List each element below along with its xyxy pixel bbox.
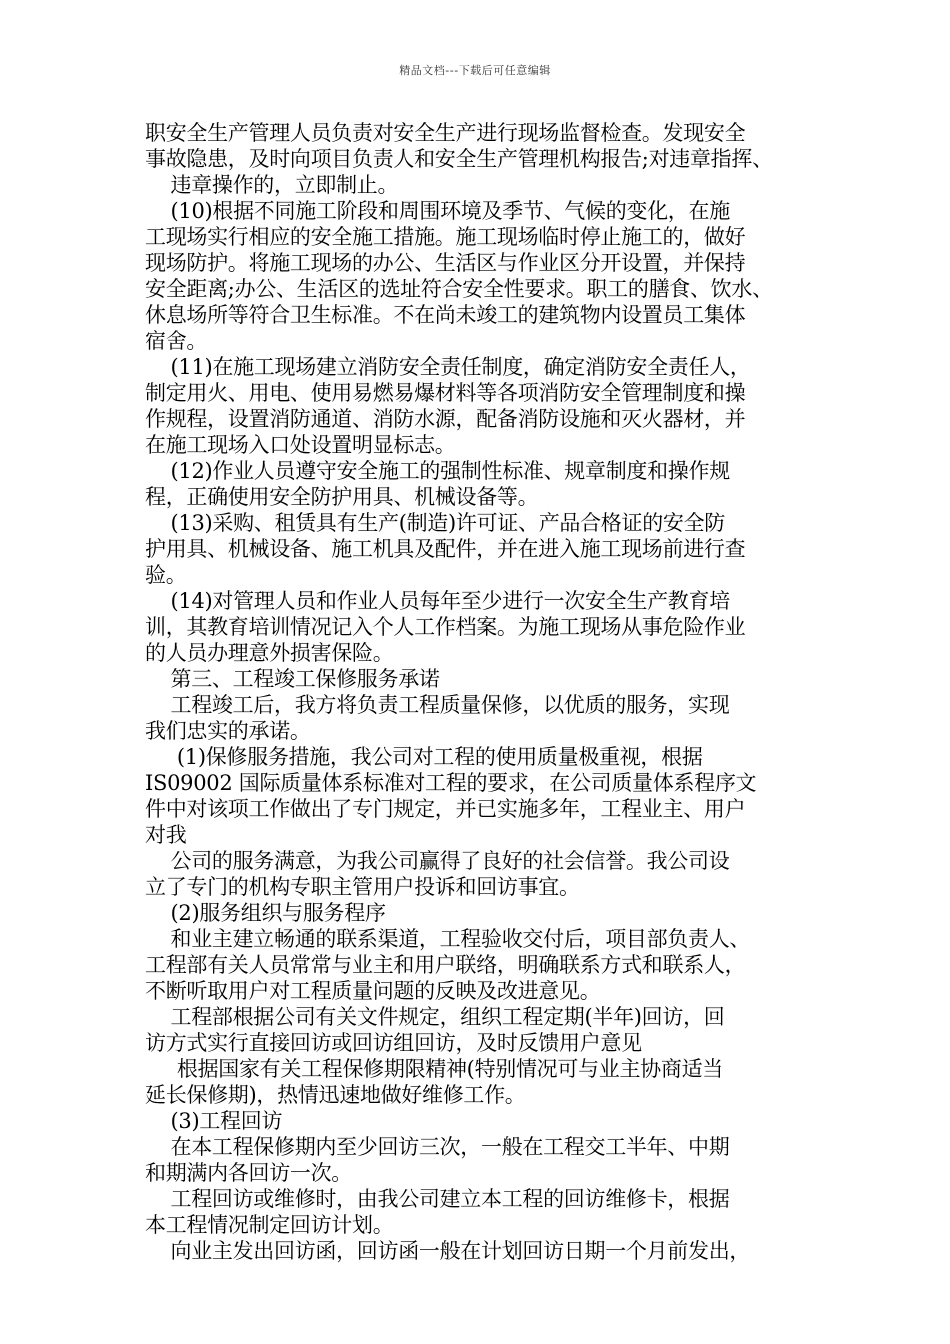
text-line: 护用具、机械设备、施工机具及配件，并在进入施工现场前进行查 xyxy=(145,537,746,561)
text-line: (14)对管理人员和作业人员每年至少进行一次安全生产教育培 xyxy=(145,589,730,613)
text-line: 对我 xyxy=(145,823,187,847)
text-line: IS09002 国际质量体系标准对工程的要求，在公司质量体系程序文 xyxy=(145,771,757,795)
text-line: 制定用火、用电、使用易燃易爆材料等各项消防安全管理制度和操 xyxy=(145,381,746,405)
text-line: 本工程情况制定回访计划。 xyxy=(145,1213,394,1237)
text-line: (13)采购、租赁具有生产(制造)许可证、产品合格证的安全防 xyxy=(145,511,725,535)
text-line: 休息场所等符合卫生标准。不在尚未竣工的建筑物内设置员工集体 xyxy=(145,303,746,327)
text-line: 工程回访或维修时，由我公司建立本工程的回访维修卡，根据 xyxy=(145,1187,730,1211)
text-line: 违章操作的，立即制止。 xyxy=(145,173,399,197)
text-line: 验。 xyxy=(145,563,187,587)
text-line: 现场防护。将施工现场的办公、生活区与作业区分开设置，并保持 xyxy=(145,251,746,275)
text-line: 件中对该项工作做出了专门规定，并已实施多年，工程业主、用户 xyxy=(145,797,746,821)
text-line: 在施工现场入口处设置明显标志。 xyxy=(145,433,456,457)
text-line: 我们忠实的承诺。 xyxy=(145,719,311,743)
text-line: 根据国家有关工程保修期限精神(特别情况可与业主协商适当 xyxy=(145,1057,723,1081)
text-line: 向业主发出回访函，回访函一般在计划回访日期一个月前发出， xyxy=(145,1239,751,1263)
subsection-heading: (2)服务组织与服务程序 xyxy=(145,901,386,925)
text-line: 工程竣工后，我方将负责工程质量保修，以优质的服务，实现 xyxy=(145,693,730,717)
text-line: 职安全生产管理人员负责对安全生产进行现场监督检查。发现安全 xyxy=(145,121,746,145)
text-line: 工程部根据公司有关文件规定，组织工程定期(半年)回访，回 xyxy=(145,1005,725,1029)
text-line: 访方式实行直接回访或回访组回访，及时反馈用户意见 xyxy=(145,1031,642,1055)
text-line: 在本工程保修期内至少回访三次，一般在工程交工半年、中期 xyxy=(145,1135,730,1159)
text-line: (1)保修服务措施，我公司对工程的使用质量极重视，根据 xyxy=(145,745,703,769)
text-line: 不断听取用户对工程质量问题的反映及改进意见。 xyxy=(145,979,601,1003)
page-header: 精品文档---下载后可任意编辑 xyxy=(399,64,551,77)
text-line: 公司的服务满意，为我公司赢得了良好的社会信誉。我公司设 xyxy=(145,849,730,873)
section-heading: 第三、工程竣工保修服务承诺 xyxy=(145,667,440,691)
text-line: 和期满内各回访一次。 xyxy=(145,1161,352,1185)
document-body xyxy=(145,120,825,1264)
text-line: 事故隐患，及时向项目负责人和安全生产管理机构报告;对违章指挥、 xyxy=(145,147,773,171)
text-line: 延长保修期)，热情迅速地做好维修工作。 xyxy=(145,1083,526,1107)
text-line: 作规程，设置消防通道、消防水源，配备消防设施和灭火器材，并 xyxy=(145,407,746,431)
text-line: (10)根据不同施工阶段和周围环境及季节、气候的变化，在施 xyxy=(145,199,730,223)
text-line: 工现场实行相应的安全施工措施。施工现场临时停止施工的，做好 xyxy=(145,225,746,249)
text-line: 立了专门的机构专职主管用户投诉和回访事宜。 xyxy=(145,875,580,899)
text-line: 安全距离;办公、生活区的选址符合安全性要求。职工的膳食、饮水、 xyxy=(145,277,773,301)
text-line: 程，正确使用安全防护用具、机械设备等。 xyxy=(145,485,539,509)
text-line: (11)在施工现场建立消防安全责任制度，确定消防安全责任人， xyxy=(145,355,751,379)
text-line: 的人员办理意外损害保险。 xyxy=(145,641,394,665)
subsection-heading: (3)工程回访 xyxy=(145,1109,283,1133)
text-line: 训，其教育培训情况记入个人工作档案。为施工现场从事危险作业 xyxy=(145,615,746,639)
text-line: (12)作业人员遵守安全施工的强制性标准、规章制度和操作规 xyxy=(145,459,730,483)
text-line: 工程部有关人员常常与业主和用户联络，明确联系方式和联系人， xyxy=(145,953,746,977)
text-line: 和业主建立畅通的联系渠道，工程验收交付后，项目部负责人、 xyxy=(145,927,751,951)
text-line: 宿舍。 xyxy=(145,329,208,353)
